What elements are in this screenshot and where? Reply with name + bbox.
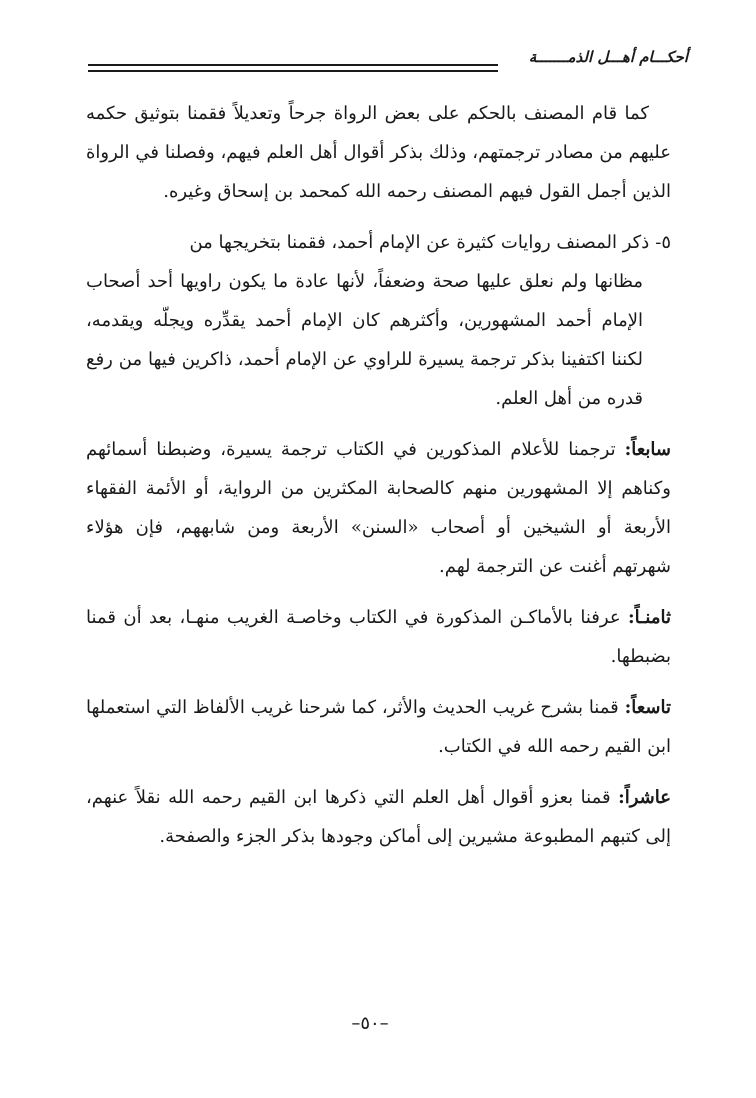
ninth-text: قمنا بشرح غريب الحديث والأثر، كما شرحنا غريب الألفاظ التي استعملها ابن القيم رحمه الله في الكتاب.	[86, 697, 671, 757]
paragraph-ninth	[86, 688, 671, 766]
seventh-text: ترجمنا للأعلام المذكورين في الكتاب ترجمة يسيرة، وضبطنا أسمائهم وكناهم إلا المشهورين منهم كالصحابة المكثرين من الرواية، أو الأئمة الفقهاء الأربعة أو الشيخين أو أصحاب «السنن» الأربعة ومن شابههم، فإن هؤلاء شهرتهم أغنت عن الترجمة لهم.	[86, 439, 671, 577]
page-body	[86, 94, 671, 868]
item-5-continuation: مظانها ولم نعلق عليها صحة وضعفاً، لأنها عادة ما يكون راويها أحد أصحاب الإمام أحمد المشهورين، وأكثرهم كان الإمام أحمد يقدِّره ويجلّه ويقدمه، لكننا اكتفينا بذكر ترجمة يسيرة للراوي عن الإمام أحمد، ذاكرين فيها من رفع قدره من أهل العلم.	[86, 271, 643, 409]
paragraph-narrators: كما قام المصنف بالحكم على بعض الرواة جرحاً وتعديلاً فقمنا بتوثيق حكمه عليهم من مصادر ترجمتهم، وذلك بذكر أقوال أهل العلم فيهم، وفصلنا في الرواة الذين أجمل القول فيهم المصنف رحمه الله كمحمد بن إسحاق وغيره.	[86, 103, 671, 202]
running-header	[88, 46, 688, 76]
paragraph-tenth	[86, 778, 671, 856]
eighth-label: ثامنـاً:	[628, 607, 671, 628]
paragraph-eighth	[86, 598, 671, 676]
paragraph-seventh	[86, 430, 671, 586]
seventh-label: سابعاً:	[624, 439, 671, 460]
running-header-title: أحكـــام أهـــل الذمـــــــة	[528, 48, 688, 66]
tenth-text: قمنا بعزو أقوال أهل العلم التي ذكرها ابن القيم رحمه الله نقلاً عنهم، إلى كتبهم المطبوعة مشيرين إلى أماكن وجودها بذكر الجزء والصفحة.	[86, 787, 671, 847]
eighth-text: عرفنا بالأماكـن المذكورة في الكتاب وخاصـة الغريب منهـا، بعد أن قمنا بضبطها.	[86, 607, 671, 667]
page-number: –٥٠–	[351, 1013, 389, 1034]
item-number: ٥-	[655, 232, 671, 253]
item-5-first-text: ذكر المصنف روايات كثيرة عن الإمام أحمد، فقمنا بتخريجها من	[189, 232, 650, 253]
ninth-label: تاسعاً:	[624, 697, 671, 718]
header-double-rule	[88, 64, 498, 72]
tenth-label: عاشراً:	[618, 787, 671, 808]
paragraph-item-5	[86, 223, 671, 418]
paragraph-item-5-first-line	[86, 223, 671, 262]
